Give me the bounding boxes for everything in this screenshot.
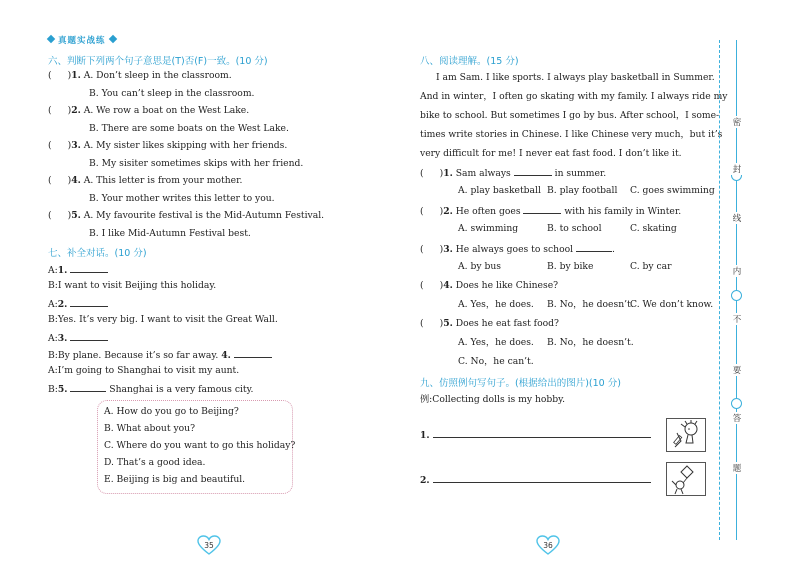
seal-char: 内 [730, 265, 744, 277]
write-blank[interactable] [433, 428, 651, 438]
dialog-line-1: A:1. [48, 263, 108, 277]
write-line-1: 1. [420, 428, 651, 442]
judge-item-2-b: B. There are some boats on the West Lake. [89, 123, 289, 134]
question-3: ( )3. He always goes to school . [420, 244, 615, 255]
practice-banner [48, 34, 116, 46]
question-2: ( )2. He often goes with his family in Winter. [420, 206, 682, 217]
seal-char: 封 [730, 163, 744, 175]
page-number-left: 35 [204, 541, 214, 550]
dialog-line-3: A:2. [48, 297, 108, 311]
diamond-icon [47, 35, 55, 43]
example-sentence: 例:Collecting dolls is my hobby. [420, 394, 566, 405]
question-5: ( )5. Does he eat fast food? [420, 318, 559, 329]
q4-option-c: C. We don’t know. [630, 299, 714, 310]
passage-line-4: times write stories in Chinese. I like Chinese very much，but it’s [420, 129, 723, 140]
seal-char: 不 [730, 313, 744, 325]
q1-option-a: A. play basketball [458, 185, 541, 196]
banner-text: 真题实战练 [58, 36, 106, 46]
fill-blank[interactable] [514, 166, 552, 176]
seal-char: 要 [730, 364, 744, 376]
section-7-title: 七、补全对话。(10 分) [48, 248, 147, 259]
q5-option-c: C. No，he can’t. [458, 356, 534, 367]
q5-option-a: A. Yes，he does. [458, 337, 534, 348]
q4-option-a: A. Yes，he does. [458, 299, 534, 310]
passage-line-5: very difficult for me! I never eat fast food. I don’t like it. [420, 148, 682, 159]
dialog-line-4: B:Yes. It’s very big. I want to visit the Great Wall. [48, 314, 278, 325]
q5-option-b: B. No，he doesn’t. [547, 337, 634, 348]
judge-item-5-b: B. I like Mid-Autumn Festival best. [89, 228, 251, 239]
option-e: E. Beijing is big and beautiful. [104, 474, 246, 485]
option-d: D. That’s a good idea. [104, 457, 206, 468]
fill-blank[interactable] [70, 263, 108, 273]
passage-line-1: I am Sam. I like sports. I always play basketball in Summer. [436, 72, 715, 83]
write-line-2: 2. [420, 473, 651, 487]
q3-option-c: C. by car [630, 261, 672, 272]
q1-option-b: B. play football [547, 185, 618, 196]
judge-item-2: ( )2. A. We row a boat on the West Lake. [48, 105, 250, 116]
q2-option-c: C. skating [630, 223, 677, 234]
q2-option-b: B. to school [547, 223, 602, 234]
option-a: A. How do you go to Beijing? [104, 406, 239, 417]
dialog-line-5: A:3. [48, 331, 108, 345]
judge-item-3: ( )3. A. My sister likes skipping with her friends. [48, 140, 288, 151]
section-6-title: 六、判断下列两个句子意思是(T)否(F)一致。(10 分) [48, 56, 268, 67]
fill-blank[interactable] [70, 297, 108, 307]
fill-blank[interactable] [234, 348, 272, 358]
q3-option-b: B. by bike [547, 261, 594, 272]
write-blank[interactable] [433, 473, 651, 483]
seal-circle [731, 398, 742, 409]
skateboard-boy-icon [667, 419, 705, 451]
q3-option-a: A. by bus [458, 261, 501, 272]
option-c: C. Where do you want to go this holiday? [104, 440, 296, 451]
picture-kite [666, 462, 706, 496]
judge-item-4: ( )4. A. This letter is from your mother. [48, 175, 243, 186]
judge-item-4-b: B. Your mother writes this letter to you. [89, 193, 275, 204]
q1-option-c: C. goes swimming [630, 185, 715, 196]
option-b: B. What about you? [104, 423, 196, 434]
section-8-title: 八、阅读理解。(15 分) [420, 56, 519, 67]
dialog-line-7: A:I’m going to Shanghai to visit my aunt. [48, 365, 240, 376]
dialog-line-6: B:By plane. Because it’s so far away. 4. [48, 348, 272, 362]
judge-item-1: ( )1. A. Don’t sleep in the classroom. [48, 70, 232, 81]
fill-blank[interactable] [70, 382, 106, 392]
dialog-line-8: B:5. Shanghai is a very famous city. [48, 384, 254, 395]
seal-char: 答 [730, 412, 744, 424]
passage-line-3: bike to school. But sometimes I go by bus. After school，I some- [420, 110, 720, 121]
seal-char: 密 [730, 116, 744, 128]
seal-char: 题 [730, 462, 744, 474]
fill-blank[interactable] [70, 331, 108, 341]
seal-dashed-line [719, 40, 720, 540]
diamond-icon [108, 35, 116, 43]
dialog-line-2: B:I want to visit Beijing this holiday. [48, 280, 217, 291]
q4-option-b: B. No，he doesn’t. [547, 299, 634, 310]
question-4: ( )4. Does he like Chinese? [420, 280, 559, 291]
picture-skateboard [666, 418, 706, 452]
passage-line-2: And in winter，I often go skating with my family. I always ride my [420, 91, 728, 102]
section-9-title: 九、仿照例句写句子。(根据给出的图片)(10 分) [420, 378, 621, 389]
q2-option-a: A. swimming [458, 223, 519, 234]
judge-item-5: ( )5. A. My favourite festival is the Mid-Autumn Festival. [48, 210, 325, 221]
seal-char: 线 [730, 212, 744, 224]
fill-blank[interactable] [576, 242, 612, 252]
fill-blank[interactable] [523, 204, 561, 214]
page-number-right: 36 [543, 541, 553, 550]
seal-circle [731, 290, 742, 301]
question-1: ( )1. Sam always in summer. [420, 168, 607, 179]
judge-item-3-b: B. My sisiter sometimes skips with her friend. [89, 158, 304, 169]
kite-girl-icon [667, 463, 705, 495]
judge-item-1-b: B. You can’t sleep in the classroom. [89, 88, 255, 99]
